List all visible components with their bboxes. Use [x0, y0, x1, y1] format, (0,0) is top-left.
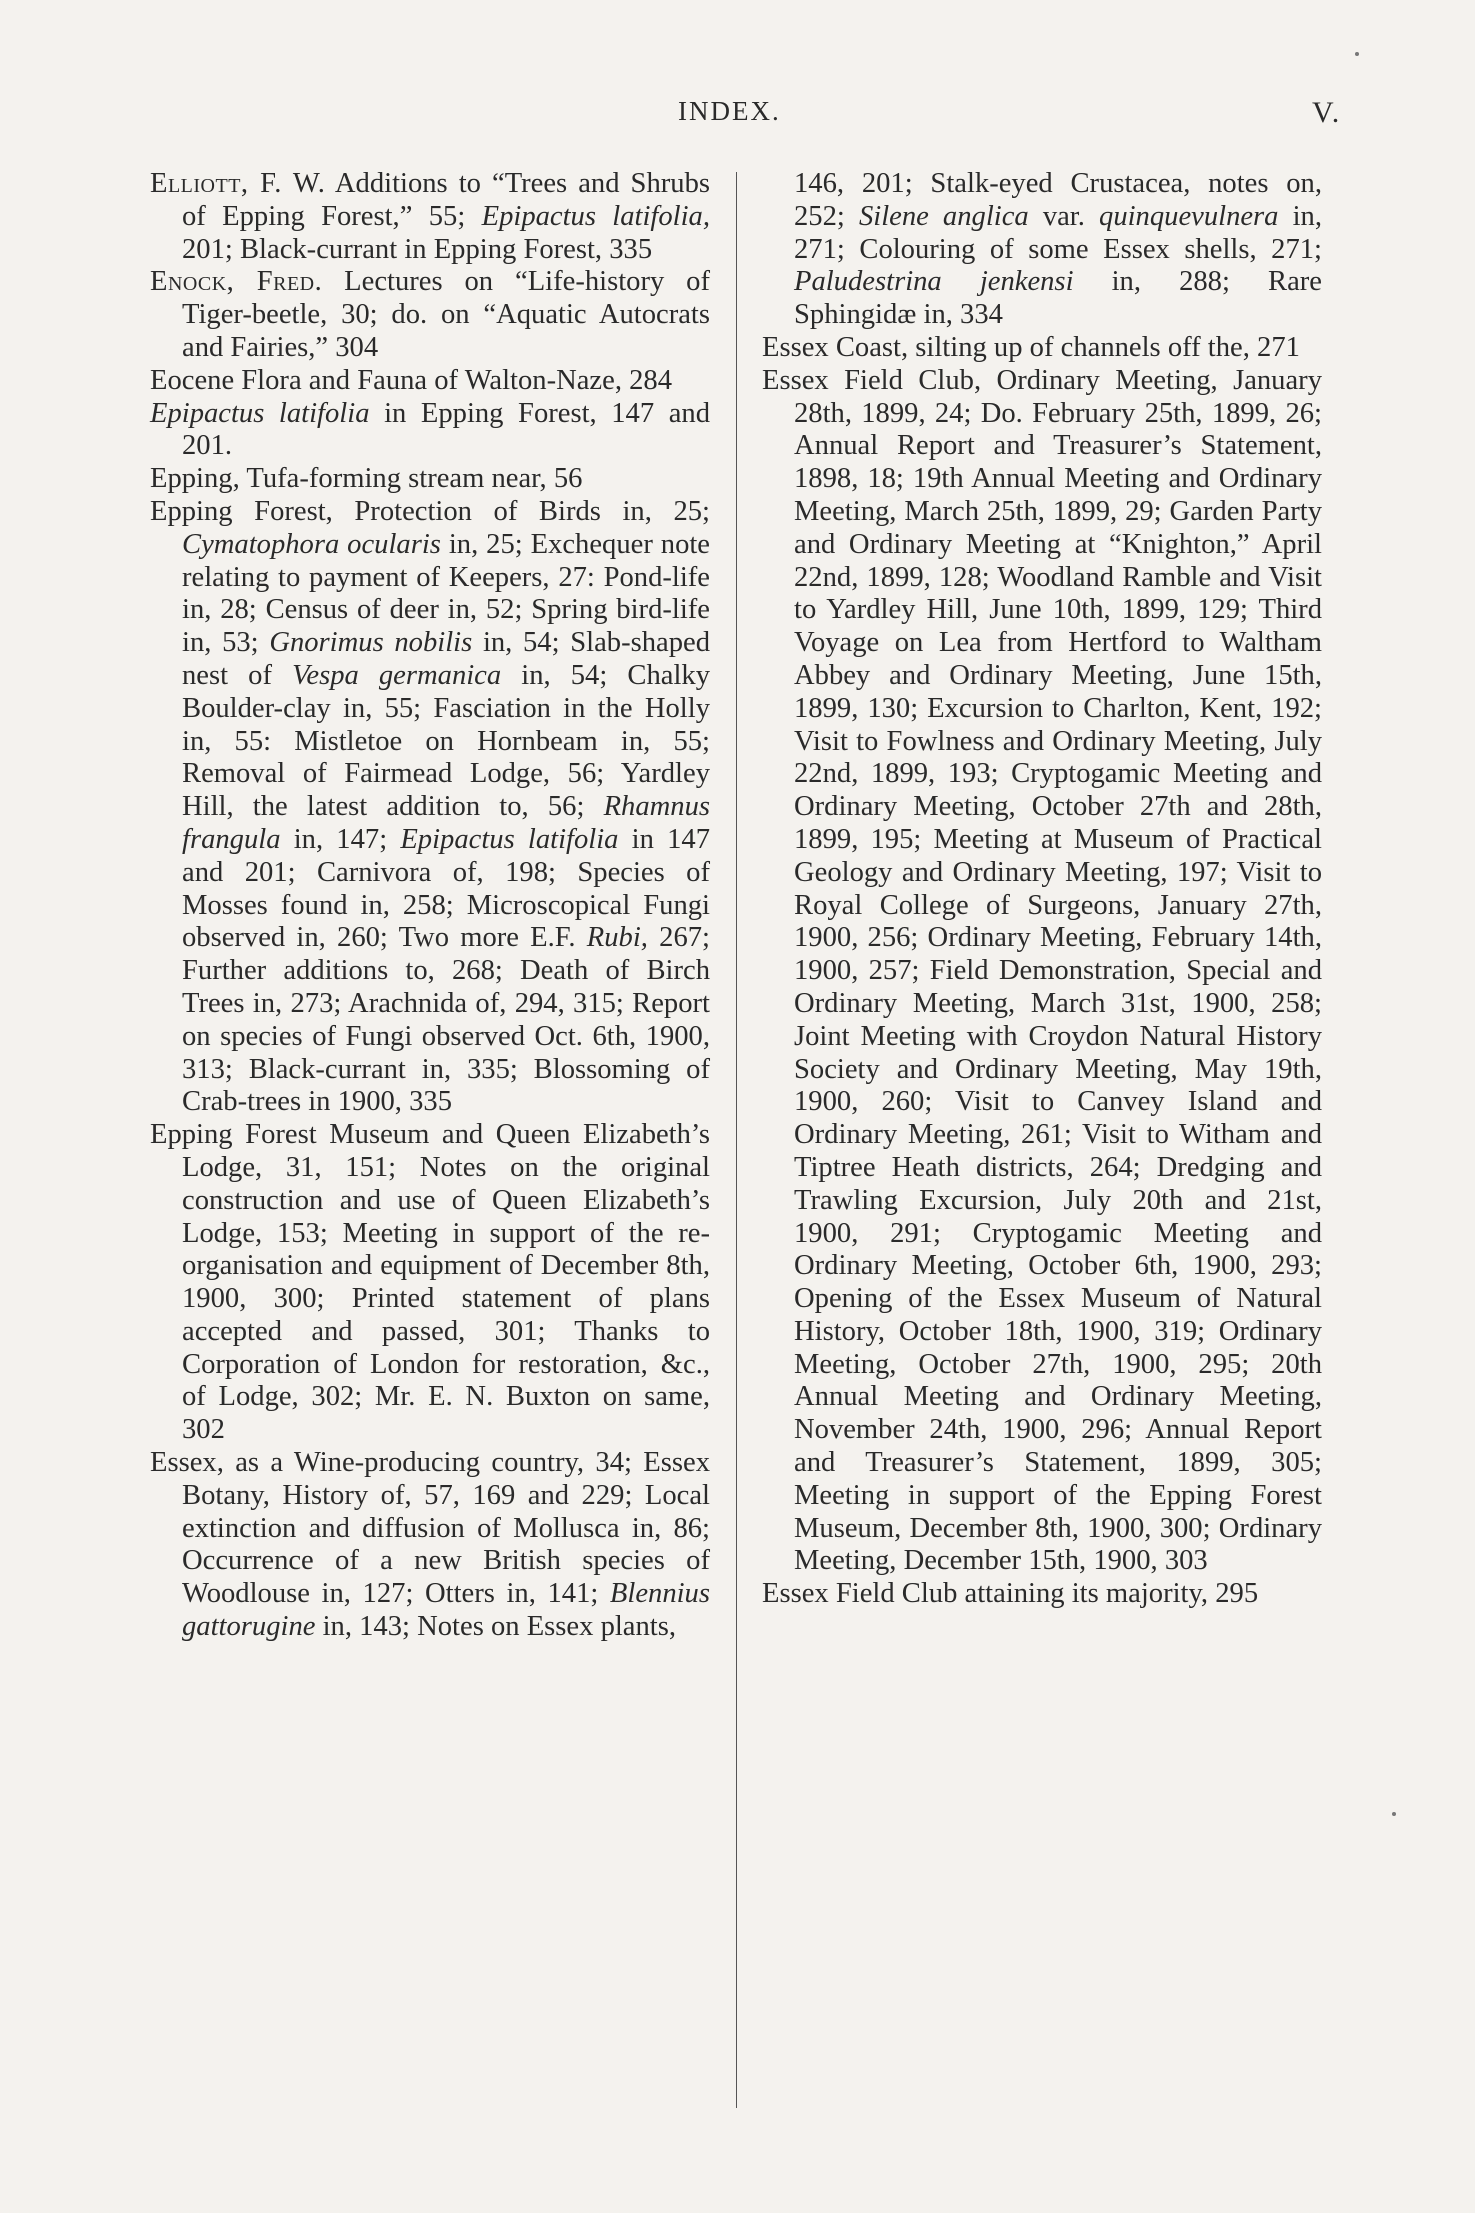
entry-text: in, 54; Slab-shaped nest of [182, 627, 710, 691]
entry-text: in, 54; Chalky Boulder-clay in, 55; Fasciation in the Holly in, 55: Mistletoe on Hornbeam in, 55; Removal of Fairmead Lodge, 56; Yardley Hill, the latest addition to, 56; [182, 659, 710, 823]
entry-italic-text: Cymatophora ocularis [182, 528, 441, 560]
entry-italic-text: Blennius gattorugine [182, 1578, 710, 1643]
page-speck [1355, 52, 1359, 56]
entry-italic-text: Vespa germanica [292, 659, 502, 691]
entry-italic-text: Epipactus latifolia [150, 397, 370, 429]
index-entry [150, 365, 710, 398]
page-title: INDEX. [678, 96, 781, 126]
index-entry [762, 1578, 1322, 1611]
entry-text: Epping Forest Museum and Queen Elizabeth’s Lodge, 31, 151; Notes on the original construction and use of Queen Elizabeth’s Lodge, 153; Meeting in support of the re-organisation and equipment of December 8th, 1900, 300; Printed statement of plans accepted and passed, 301; Thanks to Corporation of London for restoration, &c., of Lodge, 302; Mr. E. N. Buxton on same, 302 [150, 1119, 710, 1446]
entry-text: Essex Field Club, Ordinary Meeting, January 28th, 1899, 24; Do. February 25th, 1899, 26; Annual Report and Treasurer’s Statement, 1898, 18; 19th Annual Meeting and Ordinary Meeting, March 25th, 1899, 29; Garden Party and Ordinary Meeting at “Knighton,” April 22nd, 1899, 128; Woodland Ramble and Visit to Yardley Hill, June 10th, 1899, 129; Third Voyage on Lea from Hertford to Waltham Abbey and Ordinary Meeting, June 15th, 1899, 130; Excursion to Charlton, Kent, 192; Visit to Fowlness and Ordinary Meeting, July 22nd, 1899, 193; Cryptogamic Meeting and Ordinary Meeting, October 27th and 28th, 1899, 195; Meeting at Museum of Practical Geology and Ordinary Meeting, 197; Visit to Royal College of Surgeons, January 27th, 1900, 256; Ordinary Meeting, February 14th, 1900, 257; Field Demonstration, Special and Ordinary Meeting, March 31st, 1900, 258; Joint Meeting with Croydon Natural History Society and Ordinary Meeting, May 19th, 1900, 260; Visit to Canvey Island and Ordinary Meeting, 261; Visit to Witham and Tiptree Heath districts, 264; Dredging and Trawling Excursion, July 20th and 21st, 1900, 291; Cryptogamic Meeting and Ordinary Meeting, October 6th, 1900, 293; Opening of the Essex Museum of Natural History, October 18th, 1900, 319; Ordinary Meeting, October 27th, 1900, 295; 20th Annual Meeting and Ordinary Meeting, November 24th, 1900, 296; Annual Report and Treasurer’s Statement, 1899, 305; Meeting in support of the Epping Forest Museum, December 8th, 1900, 300; Ordinary Meeting, December 15th, 1900, 303 [762, 364, 1322, 1577]
entry-text: in, 143; Notes on Essex plants, [315, 1611, 677, 1643]
entry-text: in, 25; Exchequer note relating to payment of Keepers, 27: Pond-life in, 28; Census of deer in, 52; Spring bird-life in, 53; [182, 528, 710, 659]
entry-text: Essex Field Club attaining its majority, 295 [762, 1578, 1259, 1610]
index-column-left [150, 168, 710, 1644]
entry-italic-text: Epipactus latifolia, [481, 200, 711, 232]
column-divider [736, 172, 737, 2108]
entry-text: Epping Forest, Protection of Birds in, 25; [150, 495, 710, 527]
index-entry [150, 398, 710, 464]
entry-italic-text: Rhamnus frangula [182, 791, 710, 855]
index-entry [150, 496, 710, 1119]
page-speck [1392, 1812, 1396, 1816]
entry-italic-text: quinquevulnera [1099, 200, 1279, 232]
entry-text: Additions to “Trees and Shrubs of Epping Forest,” 55; [182, 168, 710, 232]
running-header [0, 96, 1475, 136]
entry-italic-text: Silene anglica [858, 200, 1029, 232]
entry-italic-text: Paludestrina jenkensi [794, 266, 1074, 298]
entry-text: Epping, Tufa-forming stream near, 56 [150, 463, 583, 495]
entry-text: Essex Coast, silting up of channels off the, 271 [762, 331, 1300, 363]
entry-text: var. [1028, 200, 1100, 232]
index-entry [150, 463, 710, 496]
entry-text: 146, 201; Stalk-eyed Crustacea, notes on, 252; [794, 168, 1322, 232]
entry-italic-text: Rubi, [586, 922, 648, 954]
page-number: V. [1312, 96, 1342, 129]
entry-text: Lectures on “Life-history of Tiger-beetle, 30; do. on “Aquatic Autocrats and Fairies,” 304 [182, 266, 711, 363]
index-entry [762, 168, 1322, 332]
index-entry [150, 1119, 710, 1447]
index-entry [762, 365, 1322, 1578]
entry-author: Enock, Fred. [150, 266, 323, 298]
entry-text: in 147 and 201; Carnivora of, 198; Species of Mosses found in, 258; Microscopical Fungi observed in, 260; Two more E.F. [182, 823, 710, 954]
entry-author: Elliott, F. W. [150, 168, 326, 199]
entry-text: in, 288; Rare Sphingidæ in, 334 [794, 266, 1322, 331]
entry-text: in, 147; [280, 823, 401, 855]
entry-text: Eocene Flora and Fauna of Walton-Naze, 284 [150, 364, 673, 396]
entry-text: in, 271; Colouring of some Essex shells, 271; [794, 200, 1322, 265]
entry-italic-text: Epipactus latifolia [400, 823, 619, 855]
index-entry [762, 332, 1322, 365]
index-column-right [762, 168, 1322, 1611]
index-entry [150, 1447, 710, 1644]
entry-text: 267; Further additions to, 268; Death of Birch Trees in, 273; Arachnida of, 294, 315; Report on species of Fungi observed Oct. 6th, 1900, 313; Black-currant in, 335; Blossoming of Crab-trees in 1900, 335 [182, 922, 710, 1118]
entry-text: 201; Black-currant in Epping Forest, 335 [182, 233, 653, 265]
entry-text: Essex, as a Wine-producing country, 34; Essex Botany, History of, 57, 169 and 229; Local extinction and diffusion of Mollusca in, 86; Occurrence of a new British species of Woodlouse in, 127; Otters in, 141; [150, 1447, 710, 1610]
index-entry [150, 266, 710, 364]
index-entry [150, 168, 710, 266]
entry-text: in Epping Forest, 147 and 201. [182, 397, 710, 462]
entry-italic-text: Gnorimus nobilis [269, 627, 473, 659]
